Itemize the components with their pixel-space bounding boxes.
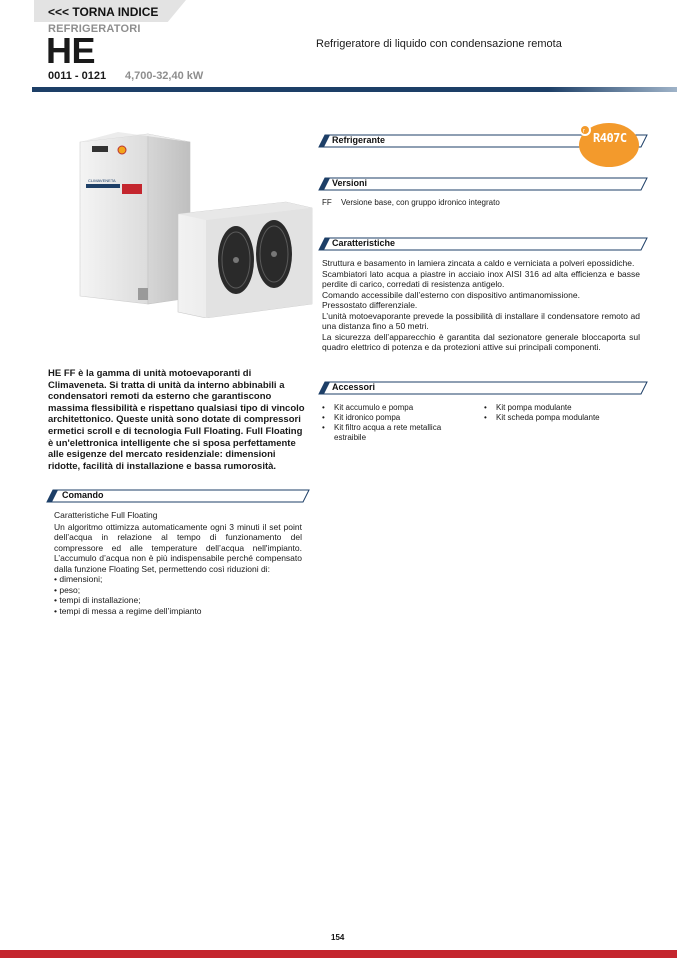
accessories-list-left xyxy=(322,403,472,443)
list-item: • Kit accumulo e pompa xyxy=(322,403,472,413)
version-description: Versione base, con gruppo idronico integrato xyxy=(341,198,500,207)
version-code: FF xyxy=(322,198,332,207)
list-item: • tempi di messa a regime dell’impianto xyxy=(54,605,202,616)
model-range: 0011 - 0121 xyxy=(48,70,107,82)
intro-text: HE FF è la gamma di unità motoevaporanti di Climaveneta. Si tratta di unità da interno abbinabili a condensatori remoti da esterno che garantiscono massima flessibilità e rispettano qualsiasi tipo di vincolo architettonico. Queste unità sono dotate di compressori ermetici scroll e di tecnologia Full Floating. Full Floating è un'elettronica intelligente che si sposa perfettamente alle esigenze del mercato residenziale: dimensioni ridotte, facilità di installazione e bassa rumorosità. xyxy=(48,368,305,472)
comando-subtitle: Caratteristiche Full Floating xyxy=(54,510,158,520)
comando-list xyxy=(54,574,302,616)
product-subtitle: Refrigeratore di liquido con condensazione remota xyxy=(316,38,562,50)
section-caratteristiche xyxy=(316,237,648,251)
feature-paragraph: Struttura e basamento in lamiera zincata a caldo e verniciata a polveri epossidiche. xyxy=(322,258,635,268)
section-comando xyxy=(44,489,310,503)
section-title-refrigerante: Refrigerante xyxy=(332,135,386,145)
feature-paragraph: Comando accessibile dall’esterno con dispositivo antimanomissione. xyxy=(322,289,580,300)
section-title-accessori: Accessori xyxy=(332,382,376,392)
section-title-versioni: Versioni xyxy=(332,178,368,188)
list-item: • Kit idronico pompa xyxy=(322,413,472,423)
list-item: • Kit scheda pompa modulante xyxy=(484,413,634,423)
svg-text:CLIMAVENETA: CLIMAVENETA xyxy=(88,178,116,183)
svg-text:r: r xyxy=(583,128,585,135)
comando-text xyxy=(54,510,302,616)
feature-paragraph: La sicurezza dell’apparecchio è garantita dal sezionatore generale bloccaporta sul quadro elettrico di potenza e da protezioni attive sui principali componenti. xyxy=(322,331,640,352)
page-title: HE xyxy=(46,30,96,71)
comando-body: Un algoritmo ottimizza automaticamente ogni 3 minuti il set point dell’acqua in relazione al tempo di funzionamento del compressore ed alle temperature dell’acqua nell'impianto. L’accumulo d’acqua non è più indispensabile perché compensato dalla funzione Floating Set, permettendo così riduzioni di: xyxy=(54,521,302,574)
page-number: 154 xyxy=(331,933,345,942)
product-image xyxy=(78,128,318,318)
refrigerant-badge-icon xyxy=(578,122,640,168)
category-label: REFRIGERATORI xyxy=(48,23,141,35)
list-item: • peso; xyxy=(54,584,81,595)
feature-paragraph: Pressostato differenziale. xyxy=(322,300,418,310)
feature-paragraph: L’unità motoevaporante prevede la possibilità di installare il condensatore remoto ad una distanza fino a 50 metri. xyxy=(322,310,640,331)
section-title-comando: Comando xyxy=(62,490,104,500)
footer-bar xyxy=(0,950,677,958)
section-accessori xyxy=(316,381,648,395)
accessories-list-right xyxy=(484,403,634,423)
section-versioni xyxy=(316,177,648,191)
header-divider xyxy=(32,87,677,92)
feature-paragraph: Scambiatori lato acqua a piastre in acciaio inox AISI 316 ad alta efficienza e basse perdite di carico, corredati di resistenza antigelo. xyxy=(322,268,640,289)
section-title-caratteristiche: Caratteristiche xyxy=(332,238,396,248)
back-to-index-link[interactable]: <<< TORNA INDICE xyxy=(48,5,159,19)
list-item: • Kit pompa modulante xyxy=(484,403,634,413)
features-text xyxy=(322,258,640,353)
refrigerant-label: R407C xyxy=(593,131,627,145)
list-item: • dimensioni; xyxy=(54,574,103,584)
list-item: • Kit filtro acqua a rete metallica estraibile xyxy=(322,423,472,443)
power-range: 4,700-32,40 kW xyxy=(125,70,204,82)
list-item: • tempi di installazione; xyxy=(54,595,141,605)
